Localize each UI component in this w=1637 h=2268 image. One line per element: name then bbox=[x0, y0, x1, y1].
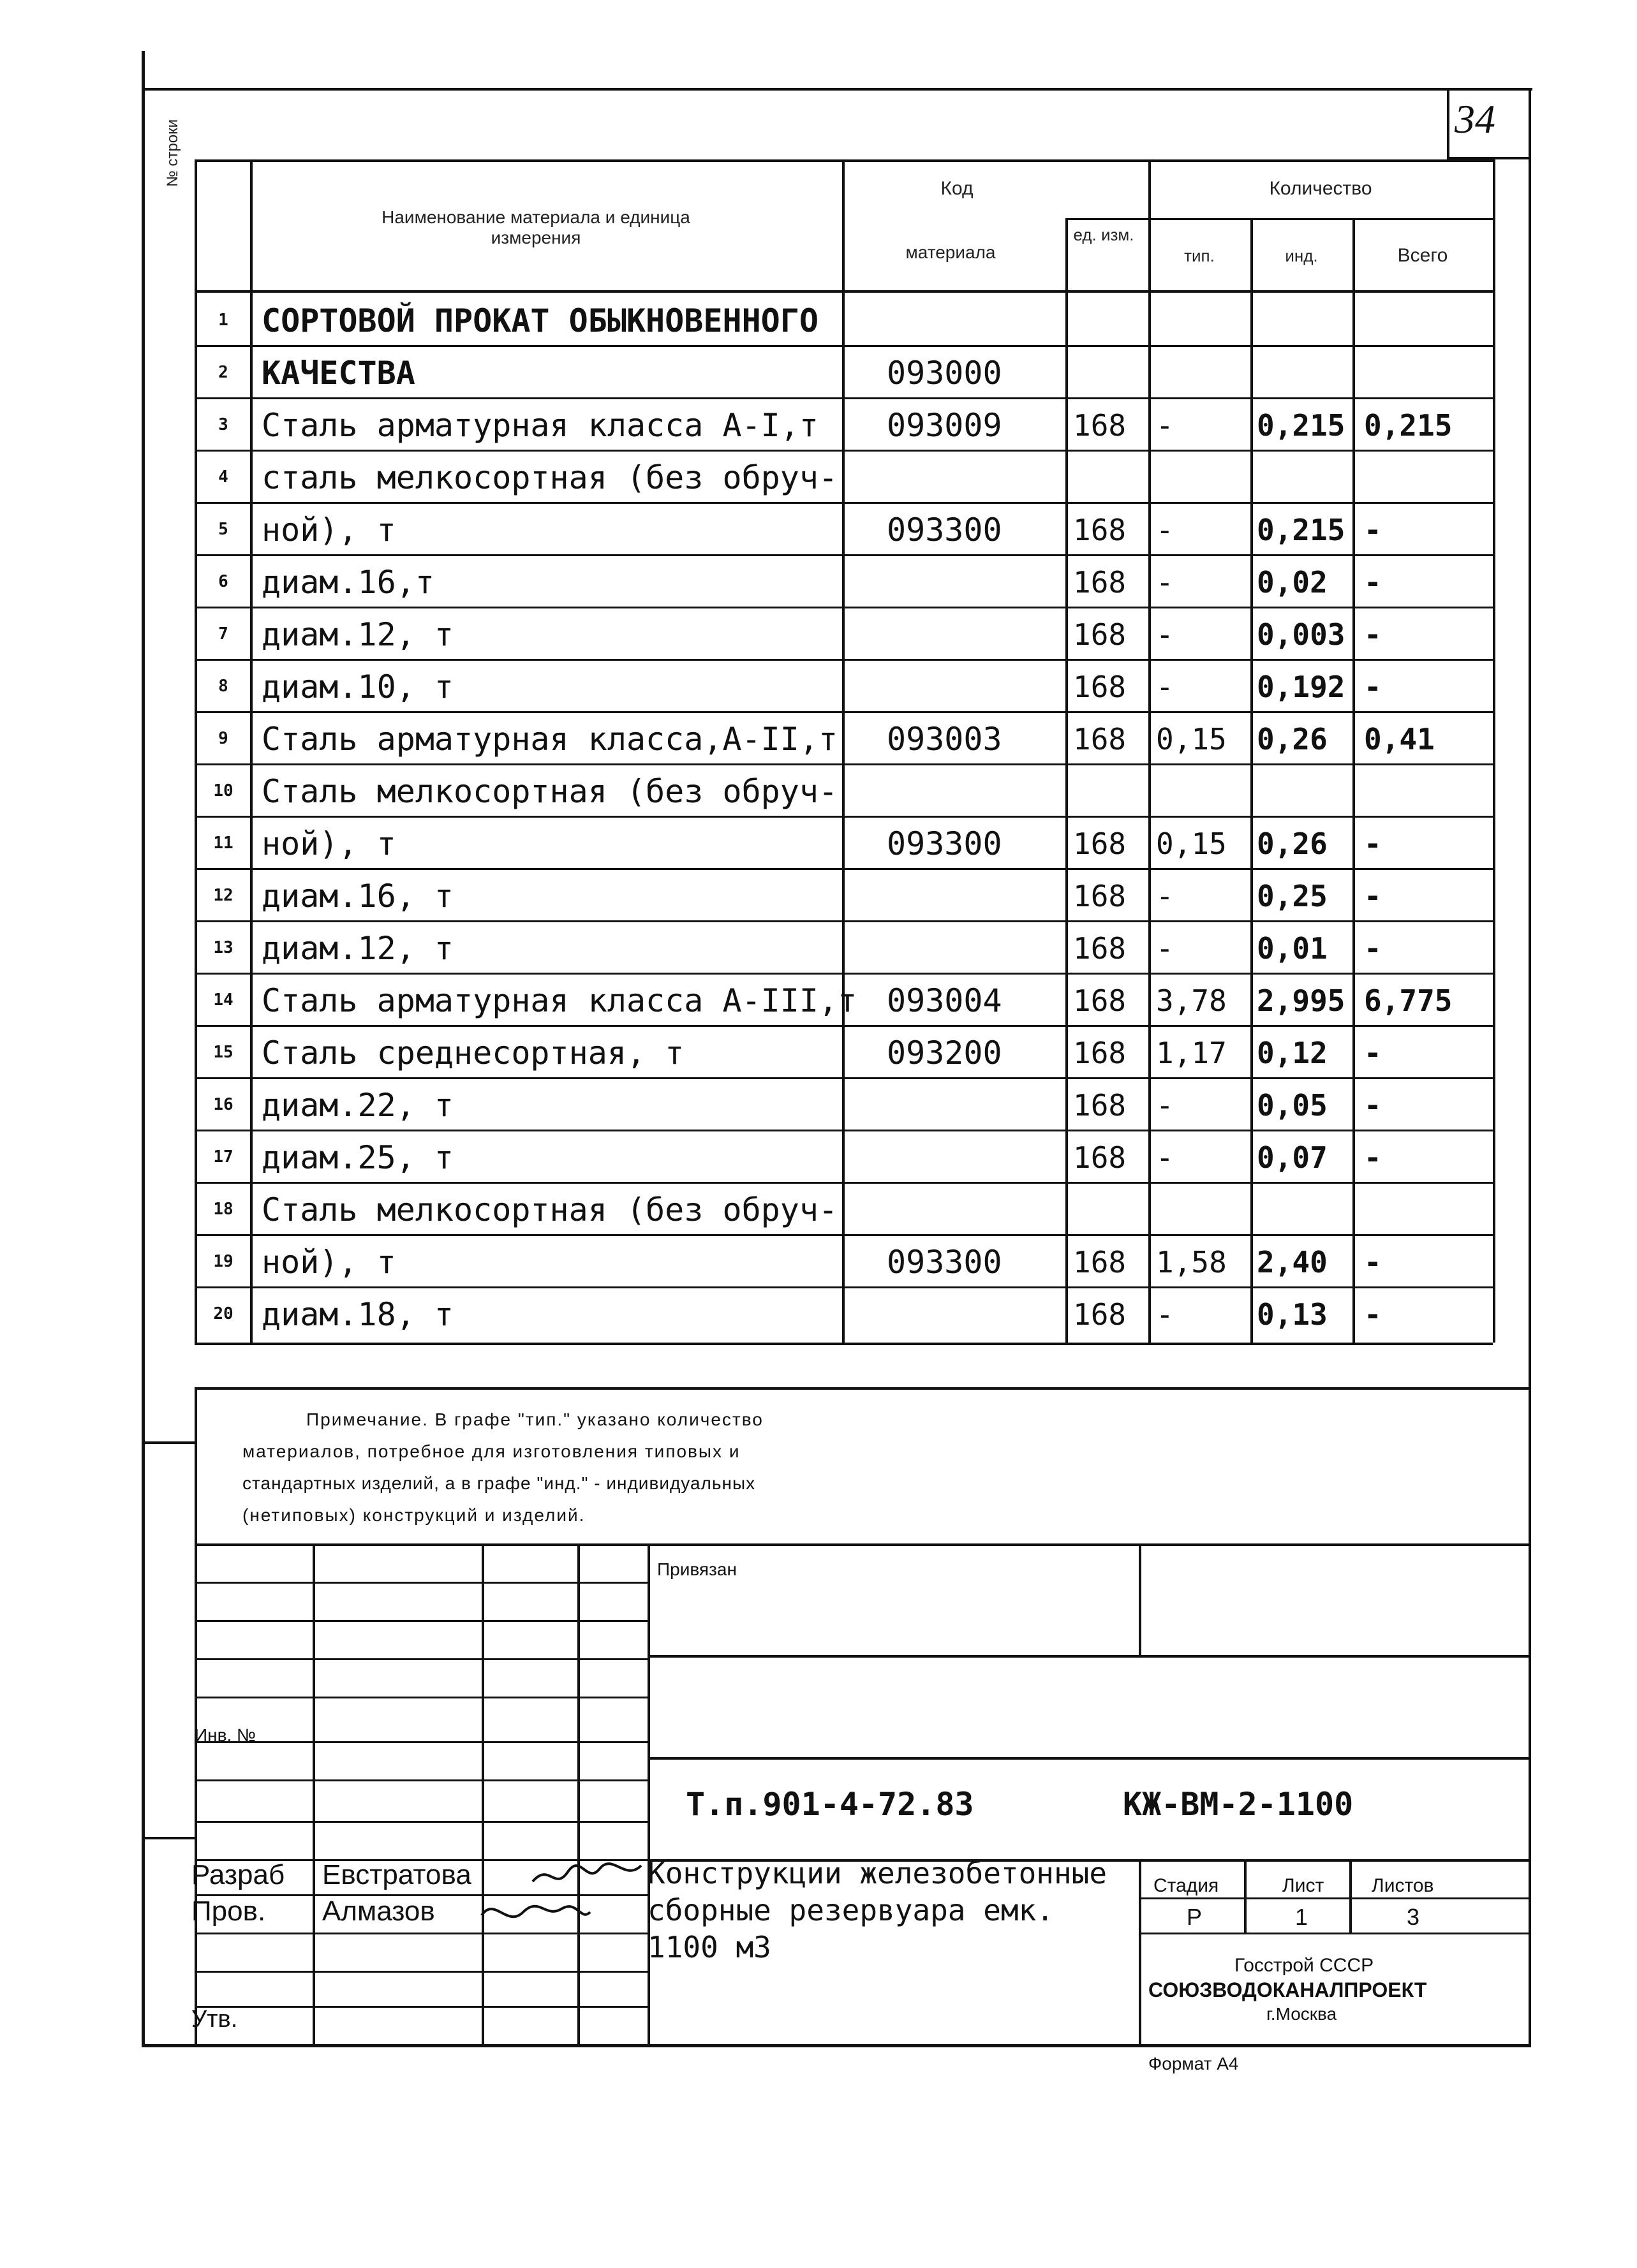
sheets-label: Листов bbox=[1372, 1875, 1434, 1896]
tb-col bbox=[482, 1543, 484, 2044]
col-typ bbox=[1148, 159, 1151, 1343]
cell-typ: - bbox=[1156, 670, 1174, 704]
row-number: 3 bbox=[218, 415, 228, 434]
cell-name: Сталь среднесортная, т bbox=[262, 1035, 685, 1071]
col-left bbox=[195, 159, 197, 1343]
cell-typ: - bbox=[1156, 879, 1174, 913]
row-number: 6 bbox=[218, 572, 228, 591]
cell-total: - bbox=[1364, 513, 1382, 547]
edge-mark bbox=[142, 2044, 195, 2047]
col-total bbox=[1352, 218, 1355, 1343]
note-top bbox=[195, 1387, 1531, 1390]
cell-unit: 168 bbox=[1073, 1036, 1127, 1070]
cell-typ: 0,15 bbox=[1156, 827, 1227, 861]
cell-unit: 168 bbox=[1073, 408, 1127, 443]
stage-col bbox=[1349, 1859, 1352, 1933]
cell-name: ной), т bbox=[262, 512, 396, 549]
cell-unit: 168 bbox=[1073, 879, 1127, 913]
cell-unit: 168 bbox=[1073, 1245, 1127, 1279]
cell-typ: - bbox=[1156, 565, 1174, 600]
cell-name: СОРТОВОЙ ПРОКАТ ОБЫКНОВЕННОГО bbox=[262, 302, 818, 339]
row-number: 14 bbox=[213, 990, 233, 1010]
cell-unit: 168 bbox=[1073, 1140, 1127, 1175]
cell-typ: - bbox=[1156, 1297, 1174, 1332]
cell-total: - bbox=[1364, 1140, 1382, 1175]
row-number: 5 bbox=[218, 520, 228, 539]
tb-row-right bbox=[648, 1655, 1531, 1658]
header-unit: ед. изм. bbox=[1073, 225, 1134, 244]
cell-total: - bbox=[1364, 827, 1382, 861]
cell-name: диам.25, т bbox=[262, 1139, 454, 1176]
stage-row bbox=[1139, 1933, 1531, 1934]
role-0: Разраб bbox=[191, 1859, 285, 1890]
note-line: стандартных изделий, а в графе "инд." - индивидуальных bbox=[242, 1473, 756, 1493]
col-name bbox=[250, 159, 253, 1343]
sheet-value: 1 bbox=[1295, 1904, 1308, 1930]
cell-name: КАЧЕСТВА bbox=[262, 355, 415, 392]
cell-code: 093003 bbox=[887, 721, 1002, 758]
row-number: 20 bbox=[213, 1304, 233, 1323]
row-number: 7 bbox=[218, 624, 228, 644]
row-number: 1 bbox=[218, 311, 228, 330]
tb-row bbox=[195, 1971, 648, 1973]
frame-right bbox=[1529, 88, 1531, 2046]
stage-value: Р bbox=[1187, 1904, 1203, 1930]
cell-typ: - bbox=[1156, 1140, 1174, 1175]
header-quantity: Количество bbox=[1269, 178, 1372, 199]
edge-mark bbox=[142, 1837, 195, 1839]
page-box-left bbox=[1447, 88, 1449, 159]
inv-label: Инв. № bbox=[195, 1725, 256, 1745]
cell-ind: 0,05 bbox=[1257, 1088, 1328, 1123]
format-label: Формат А4 bbox=[1148, 2054, 1239, 2073]
org-line: СОЮЗВОДОКАНАЛПРОЕКТ bbox=[1148, 1978, 1427, 2001]
cell-code: 093300 bbox=[887, 512, 1002, 549]
tb-row bbox=[195, 1933, 648, 1934]
cell-total: 0,41 bbox=[1364, 722, 1435, 756]
row-number: 15 bbox=[213, 1043, 233, 1062]
tb-row bbox=[195, 2006, 648, 2008]
cell-name: диам.16,т bbox=[262, 564, 434, 601]
name-0: Евстратова bbox=[322, 1859, 471, 1890]
frame-top bbox=[142, 88, 1532, 91]
col-unit bbox=[1065, 218, 1068, 1343]
cell-ind: 0,12 bbox=[1257, 1036, 1328, 1070]
row-number: 16 bbox=[213, 1095, 233, 1114]
cell-ind: 0,13 bbox=[1257, 1297, 1328, 1332]
role-1: Пров. bbox=[191, 1896, 266, 1927]
note-line: Примечание. В графе "тип." указано количество bbox=[306, 1410, 764, 1429]
col-right bbox=[1493, 159, 1495, 1343]
description-line: Конструкции железобетонные bbox=[648, 1856, 1107, 1890]
row-number: 12 bbox=[213, 886, 233, 905]
cell-total: - bbox=[1364, 1245, 1382, 1279]
cell-total: 6,775 bbox=[1364, 983, 1453, 1018]
cell-unit: 168 bbox=[1073, 722, 1127, 756]
cell-total: - bbox=[1364, 931, 1382, 966]
cell-typ: 3,78 bbox=[1156, 983, 1227, 1018]
row-number: 18 bbox=[213, 1200, 233, 1219]
org-line: Госстрой СССР bbox=[1234, 1955, 1374, 1976]
cell-name: ной), т bbox=[262, 825, 396, 862]
cell-unit: 168 bbox=[1073, 983, 1127, 1018]
tb-left bbox=[195, 1387, 197, 2044]
tb-row bbox=[195, 1779, 648, 1781]
row-number: 19 bbox=[213, 1252, 233, 1271]
cell-unit: 168 bbox=[1073, 513, 1127, 547]
cell-code: 093300 bbox=[887, 825, 1002, 862]
stage-label: Стадия bbox=[1153, 1875, 1219, 1896]
row-number: 11 bbox=[213, 834, 233, 853]
row-number: 2 bbox=[218, 363, 228, 382]
tb-row bbox=[195, 1658, 648, 1660]
cell-unit: 168 bbox=[1073, 617, 1127, 652]
cell-total: - bbox=[1364, 1297, 1382, 1332]
cell-code: 093004 bbox=[887, 982, 1002, 1019]
cell-total: - bbox=[1364, 1036, 1382, 1070]
tb-row bbox=[195, 1821, 648, 1823]
tb-row bbox=[195, 1620, 648, 1622]
cell-typ: 1,58 bbox=[1156, 1245, 1227, 1279]
cell-code: 093200 bbox=[887, 1035, 1002, 1071]
cell-name: Сталь мелкосортная (без обруч- bbox=[262, 773, 838, 810]
cell-name: Сталь арматурная класса А-III,т bbox=[262, 982, 857, 1019]
row-number: 17 bbox=[213, 1147, 233, 1167]
cell-name: диам.12, т bbox=[262, 930, 454, 967]
cell-ind: 0,07 bbox=[1257, 1140, 1328, 1175]
cell-name: Сталь арматурная класса А-I,т bbox=[262, 407, 818, 444]
signature-icon bbox=[478, 1893, 593, 1931]
header-name: Наименование материала и единица измерения bbox=[381, 207, 690, 247]
sheet-label: Лист bbox=[1282, 1875, 1324, 1896]
header-code: Код bbox=[940, 178, 974, 199]
cell-total: - bbox=[1364, 565, 1382, 600]
cell-unit: 168 bbox=[1073, 565, 1127, 600]
stage-col bbox=[1244, 1859, 1247, 1933]
frame-left bbox=[142, 51, 145, 2047]
org-line: г.Москва bbox=[1266, 2004, 1337, 2024]
signature-icon bbox=[530, 1856, 644, 1894]
cell-ind: 0,26 bbox=[1257, 722, 1328, 756]
row-number: 13 bbox=[213, 938, 233, 957]
cell-ind: 0,192 bbox=[1257, 670, 1345, 704]
description-line: сборные резервуара емк. bbox=[648, 1893, 1054, 1927]
cell-ind: 0,215 bbox=[1257, 513, 1345, 547]
cell-typ: - bbox=[1156, 513, 1174, 547]
tb-col-right bbox=[1139, 1543, 1141, 1655]
page-number: 34 bbox=[1455, 96, 1495, 142]
cell-name: Сталь арматурная класса,А-II,т bbox=[262, 721, 838, 758]
cell-unit: 168 bbox=[1073, 1088, 1127, 1123]
cell-name: ной), т bbox=[262, 1244, 396, 1281]
row-number: 10 bbox=[213, 781, 233, 800]
cell-typ: 0,15 bbox=[1156, 722, 1227, 756]
cell-ind: 0,003 bbox=[1257, 617, 1345, 652]
cell-typ: - bbox=[1156, 408, 1174, 443]
row-number: 4 bbox=[218, 468, 228, 487]
tb-col bbox=[577, 1543, 580, 2044]
cell-name: диам.18, т bbox=[262, 1296, 454, 1333]
tb-row-right bbox=[648, 1757, 1531, 1760]
header-ind: инд. bbox=[1285, 246, 1318, 265]
table-border-bottom bbox=[195, 1343, 1493, 1345]
stage-box-left bbox=[1139, 1859, 1141, 2044]
header-divider bbox=[1065, 218, 1493, 220]
bound-label: Привязан bbox=[657, 1559, 737, 1579]
cell-total: - bbox=[1364, 617, 1382, 652]
cell-ind: 2,995 bbox=[1257, 983, 1345, 1018]
header-material: материала bbox=[905, 242, 996, 262]
edge-mark bbox=[142, 1441, 195, 1444]
tb-col bbox=[648, 1543, 650, 2044]
cell-unit: 168 bbox=[1073, 670, 1127, 704]
cell-name: диам.16, т bbox=[262, 878, 454, 915]
cell-unit: 168 bbox=[1073, 1297, 1127, 1332]
cell-total: - bbox=[1364, 879, 1382, 913]
cell-ind: 2,40 bbox=[1257, 1245, 1328, 1279]
cell-name: диам.22, т bbox=[262, 1087, 454, 1124]
cell-ind: 0,26 bbox=[1257, 827, 1328, 861]
note-line: материалов, потребное для изготовления типовых и bbox=[242, 1441, 741, 1461]
description-line: 1100 м3 bbox=[648, 1930, 771, 1964]
cell-total: 0,215 bbox=[1364, 408, 1453, 443]
row-number: 9 bbox=[218, 729, 228, 748]
cell-name: Сталь мелкосортная (без обруч- bbox=[262, 1191, 838, 1228]
cell-unit: 168 bbox=[1073, 827, 1127, 861]
cell-code: 093000 bbox=[887, 355, 1002, 392]
cell-ind: 0,01 bbox=[1257, 931, 1328, 966]
col-code bbox=[842, 159, 845, 1343]
tb-col bbox=[313, 1543, 315, 2044]
cell-name: диам.10, т bbox=[262, 668, 454, 705]
cell-typ: - bbox=[1156, 931, 1174, 966]
cell-total: - bbox=[1364, 670, 1382, 704]
cell-unit: 168 bbox=[1073, 931, 1127, 966]
cell-total: - bbox=[1364, 1088, 1382, 1123]
project-code: Т.п.901-4-72.83 bbox=[686, 1786, 974, 1823]
cell-typ: - bbox=[1156, 1088, 1174, 1123]
tb-row bbox=[195, 1697, 648, 1698]
cell-code: 093300 bbox=[887, 1244, 1002, 1281]
sheets-value: 3 bbox=[1407, 1904, 1420, 1930]
col-ind bbox=[1250, 218, 1253, 1343]
tb-row bbox=[195, 1741, 648, 1743]
name-1: Алмазов bbox=[322, 1896, 435, 1927]
cell-code: 093009 bbox=[887, 407, 1002, 444]
header-typ: тип. bbox=[1184, 246, 1215, 265]
note-line: (нетиповых) конструкций и изделий. bbox=[242, 1505, 586, 1525]
role-3: Утв. bbox=[191, 2006, 238, 2033]
cell-typ: 1,17 bbox=[1156, 1036, 1227, 1070]
cell-ind: 0,25 bbox=[1257, 879, 1328, 913]
header-total: Всего bbox=[1397, 245, 1448, 266]
note-bottom bbox=[195, 1543, 1531, 1546]
cell-name: диам.12, т bbox=[262, 616, 454, 653]
tb-row bbox=[195, 1582, 648, 1584]
header-row-no: № строки bbox=[164, 119, 181, 188]
frame-bottom bbox=[142, 2044, 1531, 2047]
cell-ind: 0,02 bbox=[1257, 565, 1328, 600]
row-number: 8 bbox=[218, 677, 228, 696]
doc-code: КЖ-ВМ-2-1100 bbox=[1123, 1786, 1354, 1823]
cell-typ: - bbox=[1156, 617, 1174, 652]
cell-ind: 0,215 bbox=[1257, 408, 1345, 443]
stage-row bbox=[1139, 1897, 1531, 1899]
cell-name: сталь мелкосортная (без обруч- bbox=[262, 459, 838, 496]
